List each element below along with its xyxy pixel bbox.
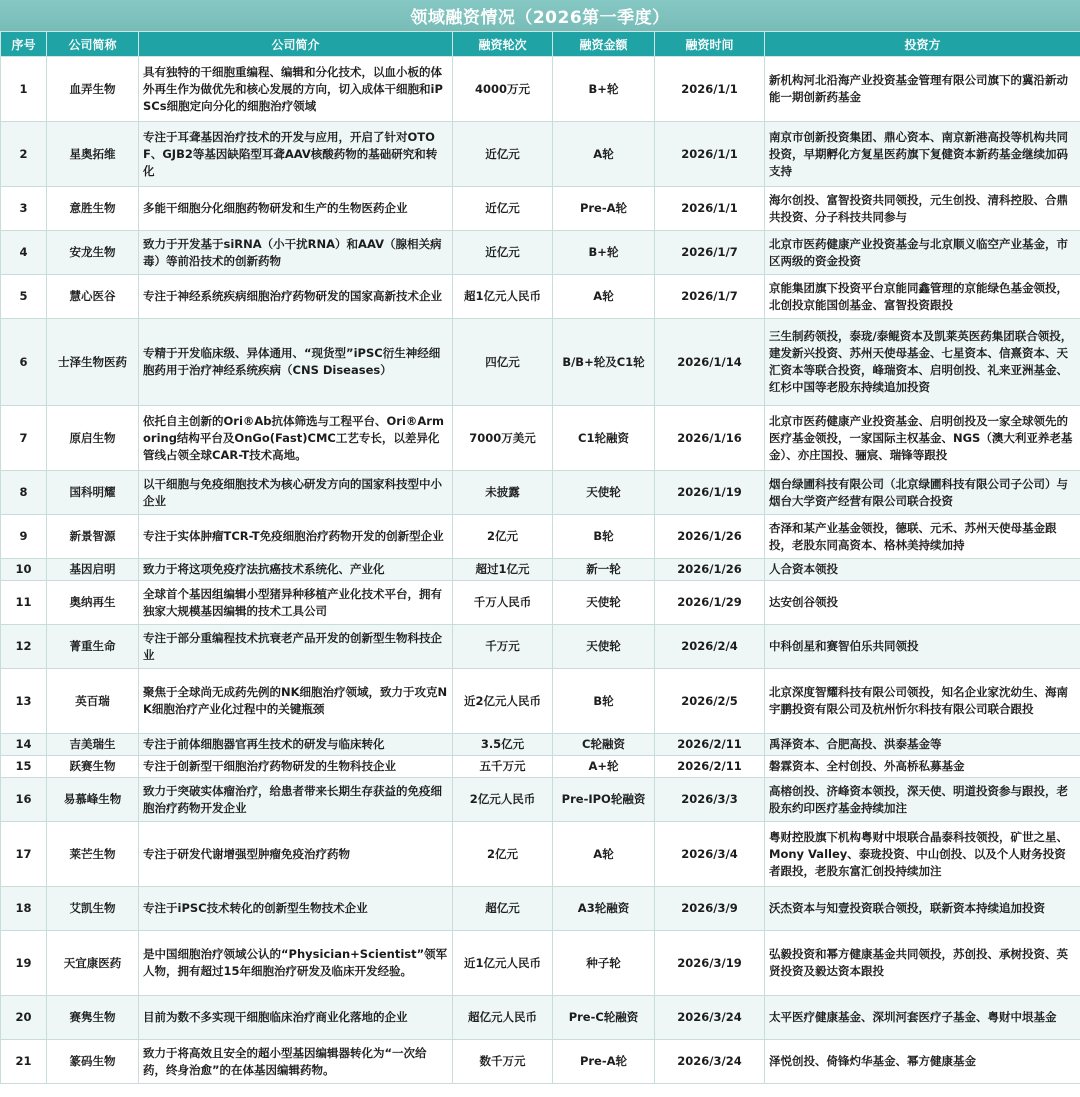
financing-date-cell[interactable]: 2026/1/7 [655, 231, 765, 275]
financing-round-cell[interactable]: A3轮融资 [553, 887, 655, 931]
financing-round-cell[interactable]: A轮 [553, 822, 655, 887]
company-intro-cell[interactable]: 具有独特的干细胞重编程、编辑和分化技术，以血小板的体外再生作为做优先和核心发展的方向，切入成体干细胞和iPSCs细胞定向分化的细胞治疗领域 [139, 57, 453, 122]
financing-date-cell[interactable]: 2026/1/16 [655, 406, 765, 471]
financing-amount-cell[interactable]: 超1亿元人民币 [453, 275, 553, 319]
financing-date-cell[interactable]: 2026/1/1 [655, 122, 765, 187]
table-row[interactable] [1, 559, 1080, 581]
col-header-name[interactable]: 公司简称 [47, 32, 139, 57]
financing-amount-cell[interactable]: 近亿元 [453, 187, 553, 231]
investors-cell[interactable]: 北京市医药健康产业投资基金与北京顺义临空产业基金，市区两级的资金投资 [765, 231, 1080, 275]
row-number-cell[interactable]: 10 [1, 559, 47, 581]
financing-amount-cell[interactable]: 近2亿元人民币 [453, 669, 553, 734]
company-intro-cell[interactable]: 致力于突破实体瘤治疗，给患者带来长期生存获益的免疫细胞治疗药物开发企业 [139, 778, 453, 822]
investors-cell[interactable]: 北京市医药健康产业投资基金、启明创投及一家全球领先的医疗基金领投，一家国际主权基金、NGS（澳大利亚养老基金）、亦庄国投、骊宸、瑞锋等跟投 [765, 406, 1080, 471]
company-name-cell[interactable]: 国科明耀 [47, 471, 139, 515]
company-name-cell[interactable]: 菁重生命 [47, 625, 139, 669]
row-number-cell[interactable]: 12 [1, 625, 47, 669]
company-intro-cell[interactable]: 致力于将这项免疫疗法抗癌技术系统化、产业化 [139, 559, 453, 581]
company-intro-cell[interactable]: 目前为数不多实现干细胞临床治疗商业化落地的企业 [139, 996, 453, 1040]
table-row[interactable] [1, 931, 1080, 996]
row-number-cell[interactable]: 19 [1, 931, 47, 996]
table-row[interactable] [1, 515, 1080, 559]
row-number-cell[interactable]: 15 [1, 756, 47, 778]
company-name-cell[interactable]: 慧心医谷 [47, 275, 139, 319]
financing-date-cell[interactable]: 2026/1/29 [655, 581, 765, 625]
investors-cell[interactable]: 弘毅投资和幂方健康基金共同领投，苏创投、承树投资、英贤投资及毅达资本跟投 [765, 931, 1080, 996]
financing-round-cell[interactable]: Pre-A轮 [553, 1040, 655, 1084]
table-row[interactable] [1, 406, 1080, 471]
financing-amount-cell[interactable]: 7000万美元 [453, 406, 553, 471]
financing-amount-cell[interactable]: 4000万元 [453, 57, 553, 122]
financing-date-cell[interactable]: 2026/2/11 [655, 756, 765, 778]
row-number-cell[interactable]: 11 [1, 581, 47, 625]
financing-date-cell[interactable]: 2026/1/26 [655, 515, 765, 559]
company-name-cell[interactable]: 天宜康医药 [47, 931, 139, 996]
investors-cell[interactable]: 烟台绿圃科技有限公司（北京绿圃科技有限公司子公司）与烟台大学资产经营有限公司联合投资 [765, 471, 1080, 515]
financing-amount-cell[interactable]: 2亿元人民币 [453, 778, 553, 822]
financing-amount-cell[interactable]: 近亿元 [453, 122, 553, 187]
table-row[interactable] [1, 778, 1080, 822]
company-intro-cell[interactable]: 专注于实体肿瘤TCR-T免疫细胞治疗药物开发的创新型企业 [139, 515, 453, 559]
financing-round-cell[interactable]: 种子轮 [553, 931, 655, 996]
table-row[interactable] [1, 275, 1080, 319]
company-intro-cell[interactable]: 全球首个基因组编辑小型猪异种移植产业化技术平台，拥有独家大规模基因编辑的技术工具公司 [139, 581, 453, 625]
financing-date-cell[interactable]: 2026/1/1 [655, 57, 765, 122]
col-header-amount[interactable]: 融资金额 [553, 32, 655, 57]
financing-date-cell[interactable]: 2026/1/7 [655, 275, 765, 319]
row-number-cell[interactable]: 16 [1, 778, 47, 822]
company-intro-cell[interactable]: 是中国细胞治疗领域公认的“Physician+Scientist”领军人物，拥有超过15年细胞治疗研发及临床开发经验。 [139, 931, 453, 996]
col-header-investors[interactable]: 投资方 [765, 32, 1080, 57]
financing-date-cell[interactable]: 2026/3/3 [655, 778, 765, 822]
company-name-cell[interactable]: 莱芒生物 [47, 822, 139, 887]
row-number-cell[interactable]: 5 [1, 275, 47, 319]
table-row[interactable] [1, 625, 1080, 669]
col-header-date[interactable]: 融资时间 [655, 32, 765, 57]
investors-cell[interactable]: 高榕创投、济峰资本领投，深天使、明道投资参与跟投，老股东约印医疗基金持续加注 [765, 778, 1080, 822]
investors-cell[interactable]: 沃杰资本与知壹投资联合领投，联新资本持续追加投资 [765, 887, 1080, 931]
company-intro-cell[interactable]: 专注于部分重编程技术抗衰老产品开发的创新型生物科技企业 [139, 625, 453, 669]
financing-date-cell[interactable]: 2026/3/24 [655, 1040, 765, 1084]
investors-cell[interactable]: 中科创星和赛智伯乐共同领投 [765, 625, 1080, 669]
financing-round-cell[interactable]: Pre-IPO轮融资 [553, 778, 655, 822]
company-name-cell[interactable]: 赛隽生物 [47, 996, 139, 1040]
financing-round-cell[interactable]: A轮 [553, 275, 655, 319]
row-number-cell[interactable]: 14 [1, 734, 47, 756]
financing-amount-cell[interactable]: 2亿元 [453, 515, 553, 559]
company-name-cell[interactable]: 吉美瑞生 [47, 734, 139, 756]
sheet-title: 领域融资情况（2026第一季度） [0, 0, 1080, 31]
company-name-cell[interactable]: 血弄生物 [47, 57, 139, 122]
financing-date-cell[interactable]: 2026/3/19 [655, 931, 765, 996]
financing-round-cell[interactable]: C1轮融资 [553, 406, 655, 471]
table-row[interactable] [1, 471, 1080, 515]
row-number-cell[interactable]: 1 [1, 57, 47, 122]
company-name-cell[interactable]: 安龙生物 [47, 231, 139, 275]
investors-cell[interactable]: 新机构河北沿海产业投资基金管理有限公司旗下的冀沿新动能一期创新药基金 [765, 57, 1080, 122]
row-number-cell[interactable]: 20 [1, 996, 47, 1040]
company-intro-cell[interactable]: 以干细胞与免疫细胞技术为核心研发方向的国家科技型中小企业 [139, 471, 453, 515]
table-row[interactable] [1, 996, 1080, 1040]
investors-cell[interactable]: 三生制药领投，泰珑/泰鲲资本及凯莱英医药集团联合领投，建发新兴投资、苏州天使母基金、七星资本、信熹资本、天汇资本等联合投资，峰瑞资本、启明创投、礼来亚洲基金、红杉中国等老股东持续追加投资 [765, 319, 1080, 406]
company-name-cell[interactable]: 新景智源 [47, 515, 139, 559]
row-number-cell[interactable]: 9 [1, 515, 47, 559]
investors-cell[interactable]: 京能集团旗下投资平台京能同鑫管理的京能绿色基金领投，北创投京能国创基金、富智投资跟投 [765, 275, 1080, 319]
row-number-cell[interactable]: 7 [1, 406, 47, 471]
financing-amount-cell[interactable]: 超过1亿元 [453, 559, 553, 581]
company-intro-cell[interactable]: 专注于前体细胞器官再生技术的研发与临床转化 [139, 734, 453, 756]
financing-round-cell[interactable]: B+轮 [553, 57, 655, 122]
table-row[interactable] [1, 122, 1080, 187]
table-row[interactable] [1, 734, 1080, 756]
table-row[interactable] [1, 1040, 1080, 1084]
financing-date-cell[interactable]: 2026/1/1 [655, 187, 765, 231]
company-intro-cell[interactable]: 专注于研发代谢增强型肿瘤免疫治疗药物 [139, 822, 453, 887]
company-name-cell[interactable]: 意胜生物 [47, 187, 139, 231]
financing-date-cell[interactable]: 2026/1/14 [655, 319, 765, 406]
financing-amount-cell[interactable]: 未披露 [453, 471, 553, 515]
investors-cell[interactable]: 粤财控股旗下机构粤财中垠联合晶泰科技领投，矿世之星、Mony Valley、泰珑投资、中山创投、以及个人财务投资者跟投，老股东富汇创投持续加注 [765, 822, 1080, 887]
investors-cell[interactable]: 达安创谷领投 [765, 581, 1080, 625]
financing-amount-cell[interactable]: 近1亿元人民币 [453, 931, 553, 996]
financing-amount-cell[interactable]: 超亿元人民币 [453, 996, 553, 1040]
financing-date-cell[interactable]: 2026/3/24 [655, 996, 765, 1040]
financing-round-cell[interactable]: C轮融资 [553, 734, 655, 756]
investors-cell[interactable]: 禹泽资本、合肥高投、洪泰基金等 [765, 734, 1080, 756]
investors-cell[interactable]: 太平医疗健康基金、深圳河套医疗子基金、粤财中垠基金 [765, 996, 1080, 1040]
financing-amount-cell[interactable]: 千万元 [453, 625, 553, 669]
financing-amount-cell[interactable]: 近亿元 [453, 231, 553, 275]
company-intro-cell[interactable]: 专精于开发临床级、异体通用、“现货型”iPSC衍生神经细胞药用于治疗神经系统疾病（CNS Diseases） [139, 319, 453, 406]
investors-cell[interactable]: 海尔创投、富智投资共同领投，元生创投、清科控股、合鼎共投资、分子科技共同参与 [765, 187, 1080, 231]
table-row[interactable] [1, 756, 1080, 778]
company-intro-cell[interactable]: 专注于创新型干细胞治疗药物研发的生物科技企业 [139, 756, 453, 778]
company-intro-cell[interactable]: 致力于开发基于siRNA（小干扰RNA）和AAV（腺相关病毒）等前沿技术的创新药物 [139, 231, 453, 275]
financing-round-cell[interactable]: Pre-A轮 [553, 187, 655, 231]
financing-date-cell[interactable]: 2026/3/4 [655, 822, 765, 887]
financing-date-cell[interactable]: 2026/1/19 [655, 471, 765, 515]
company-intro-cell[interactable]: 聚焦于全球尚无成药先例的NK细胞治疗领域，致力于攻克NK细胞治疗产业化过程中的关键瓶颈 [139, 669, 453, 734]
financing-amount-cell[interactable]: 数千万元 [453, 1040, 553, 1084]
col-header-round[interactable]: 融资轮次 [453, 32, 553, 57]
investors-cell[interactable]: 泽悦创投、倚锋灼华基金、幂方健康基金 [765, 1040, 1080, 1084]
table-row[interactable] [1, 822, 1080, 887]
table-row[interactable] [1, 581, 1080, 625]
financing-round-cell[interactable]: A+轮 [553, 756, 655, 778]
row-number-cell[interactable]: 8 [1, 471, 47, 515]
company-name-cell[interactable]: 篆码生物 [47, 1040, 139, 1084]
row-number-cell[interactable]: 13 [1, 669, 47, 734]
company-name-cell[interactable]: 原启生物 [47, 406, 139, 471]
financing-round-cell[interactable]: 新一轮 [553, 559, 655, 581]
financing-date-cell[interactable]: 2026/2/4 [655, 625, 765, 669]
table-row[interactable] [1, 187, 1080, 231]
financing-amount-cell[interactable]: 超亿元 [453, 887, 553, 931]
col-header-intro[interactable]: 公司简介 [139, 32, 453, 57]
financing-amount-cell[interactable]: 3.5亿元 [453, 734, 553, 756]
company-intro-cell[interactable]: 致力于将高效且安全的超小型基因编辑器转化为“一次给药，终身治愈”的在体基因编辑药物。 [139, 1040, 453, 1084]
company-name-cell[interactable]: 艾凯生物 [47, 887, 139, 931]
company-name-cell[interactable]: 奥纳再生 [47, 581, 139, 625]
financing-round-cell[interactable]: Pre-C轮融资 [553, 996, 655, 1040]
financing-round-cell[interactable]: B轮 [553, 515, 655, 559]
company-name-cell[interactable]: 跃赛生物 [47, 756, 139, 778]
col-header-no[interactable]: 序号 [1, 32, 47, 57]
table-row[interactable] [1, 57, 1080, 122]
company-intro-cell[interactable]: 专注于耳聋基因治疗技术的开发与应用，开启了针对OTOF、GJB2等基因缺陷型耳聋AAV核酸药物的基础研究和转化 [139, 122, 453, 187]
company-intro-cell[interactable]: 专注于iPSC技术转化的创新型生物技术企业 [139, 887, 453, 931]
table-row[interactable] [1, 669, 1080, 734]
financing-round-cell[interactable]: 天使轮 [553, 471, 655, 515]
company-intro-cell[interactable]: 多能干细胞分化细胞药物研发和生产的生物医药企业 [139, 187, 453, 231]
financing-round-cell[interactable]: B轮 [553, 669, 655, 734]
financing-date-cell[interactable]: 2026/3/9 [655, 887, 765, 931]
investors-cell[interactable]: 杏泽和某产业基金领投，德联、元禾、苏州天使母基金跟投，老股东同高资本、格林美持续加持 [765, 515, 1080, 559]
financing-date-cell[interactable]: 2026/2/11 [655, 734, 765, 756]
table-row[interactable] [1, 231, 1080, 275]
table-row[interactable] [1, 319, 1080, 406]
header-row [1, 32, 1080, 57]
financing-table [0, 31, 1080, 1084]
financing-amount-cell[interactable]: 五千万元 [453, 756, 553, 778]
row-number-cell[interactable]: 4 [1, 231, 47, 275]
row-number-cell[interactable]: 21 [1, 1040, 47, 1084]
financing-amount-cell[interactable]: 千万人民币 [453, 581, 553, 625]
company-intro-cell[interactable]: 专注于神经系统疾病细胞治疗药物研发的国家高新技术企业 [139, 275, 453, 319]
financing-round-cell[interactable]: A轮 [553, 122, 655, 187]
company-name-cell[interactable]: 星奥拓维 [47, 122, 139, 187]
row-number-cell[interactable]: 17 [1, 822, 47, 887]
row-number-cell[interactable]: 6 [1, 319, 47, 406]
row-number-cell[interactable]: 2 [1, 122, 47, 187]
company-name-cell[interactable]: 士泽生物医药 [47, 319, 139, 406]
company-intro-cell[interactable]: 依托自主创新的Ori®Ab抗体筛选与工程平台、Ori®Armoring结构平台及OnGo(Fast)CMC工艺专长，以差异化管线占领全球CAR-T技术高地。 [139, 406, 453, 471]
investors-cell[interactable]: 磐霖资本、全村创投、外高桥私募基金 [765, 756, 1080, 778]
financing-date-cell[interactable]: 2026/2/5 [655, 669, 765, 734]
financing-amount-cell[interactable]: 四亿元 [453, 319, 553, 406]
investors-cell[interactable]: 南京市创新投资集团、鼎心资本、南京新港高投等机构共同投资，早期孵化方复星医药旗下复健资本新药基金继续加码支持 [765, 122, 1080, 187]
financing-round-cell[interactable]: 天使轮 [553, 625, 655, 669]
company-name-cell[interactable]: 英百瑞 [47, 669, 139, 734]
table-row[interactable] [1, 887, 1080, 931]
company-name-cell[interactable]: 基因启明 [47, 559, 139, 581]
row-number-cell[interactable]: 18 [1, 887, 47, 931]
financing-round-cell[interactable]: 天使轮 [553, 581, 655, 625]
company-name-cell[interactable]: 易慕峰生物 [47, 778, 139, 822]
investors-cell[interactable]: 人合资本领投 [765, 559, 1080, 581]
financing-round-cell[interactable]: B/B+轮及C1轮 [553, 319, 655, 406]
investors-cell[interactable]: 北京深度智耀科技有限公司领投，知名企业家沈幼生、海南宇鹏投资有限公司及杭州忻尔科技有限公司联合跟投 [765, 669, 1080, 734]
financing-round-cell[interactable]: B+轮 [553, 231, 655, 275]
financing-amount-cell[interactable]: 2亿元 [453, 822, 553, 887]
row-number-cell[interactable]: 3 [1, 187, 47, 231]
financing-date-cell[interactable]: 2026/1/26 [655, 559, 765, 581]
